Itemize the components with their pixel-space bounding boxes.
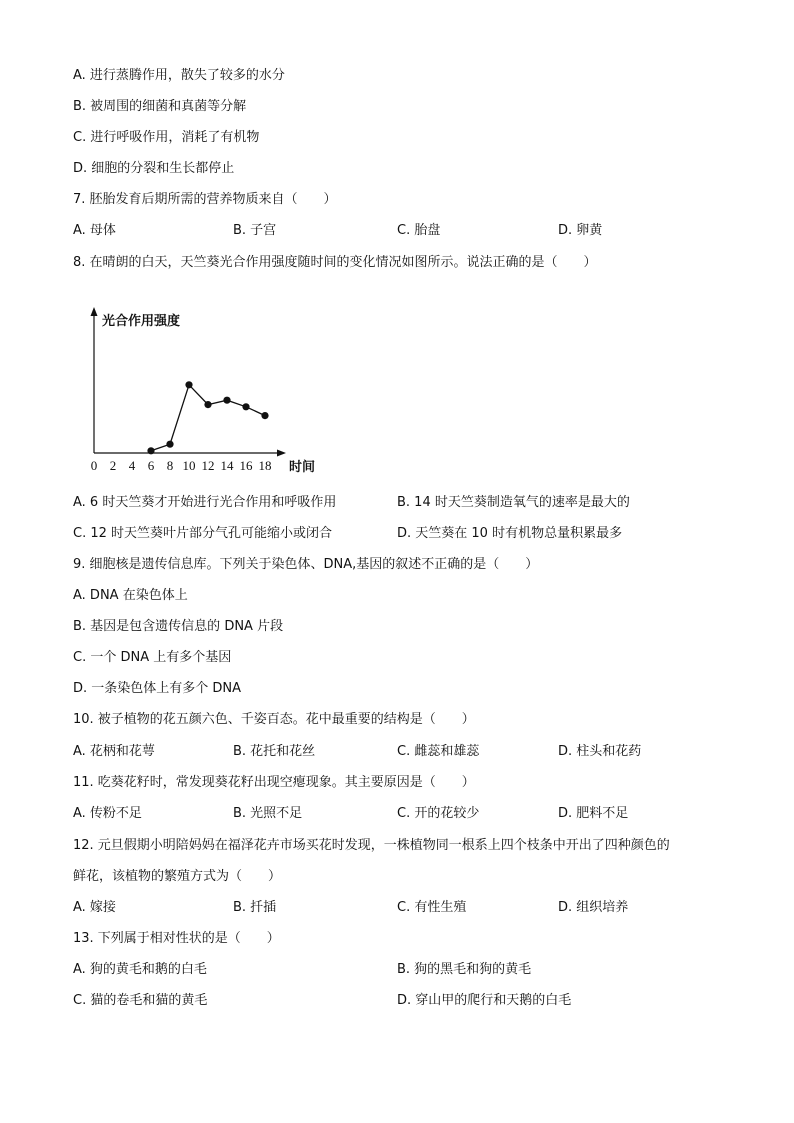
- x-tick-label: 2: [109, 458, 117, 473]
- q6-option-d: D. 细胞的分裂和生长都停止: [73, 161, 235, 176]
- x-tick-label: 0: [90, 458, 98, 473]
- q12-option-d: D. 组织培养: [558, 900, 629, 915]
- series-line: [151, 385, 265, 451]
- data-point: [147, 447, 154, 454]
- data-point: [166, 441, 173, 448]
- x-tick-label: 8: [166, 458, 174, 473]
- q13-option-b: B. 狗的黑毛和狗的黄毛: [397, 962, 532, 977]
- x-axis: [94, 450, 286, 457]
- q12-option-a: A. 嫁接: [73, 900, 116, 915]
- q8-option-d: D. 天竺葵在 10 时有机物总量积累最多: [397, 526, 623, 541]
- q7-stem: 7. 胚胎发育后期所需的营养物质来自（ ）: [73, 192, 337, 207]
- q7-option-d: D. 卵黄: [558, 223, 603, 238]
- q6-option-c: C. 进行呼吸作用，消耗了有机物: [73, 130, 260, 145]
- q9-option-b: B. 基因是包含遗传信息的 DNA 片段: [73, 619, 284, 634]
- x-tick-label: 6: [147, 458, 155, 473]
- q11-option-b: B. 光照不足: [233, 806, 303, 821]
- q11-option-d: D. 肥料不足: [558, 806, 629, 821]
- q12-option-c: C. 有性生殖: [397, 900, 467, 915]
- x-tick-label: 10: [182, 458, 196, 473]
- photosynthesis-chart: [80, 303, 340, 481]
- q9-option-c: C. 一个 DNA 上有多个基因: [73, 650, 232, 665]
- x-tick-label: 14: [220, 458, 234, 473]
- q10-option-d: D. 柱头和花药: [558, 744, 642, 759]
- q11-option-c: C. 开的花较少: [397, 806, 480, 821]
- q9-stem: 9. 细胞核是遗传信息库。下列关于染色体、DNA,基因的叙述不正确的是（ ）: [73, 557, 539, 572]
- y-axis: [91, 307, 98, 453]
- q7-option-c: C. 胎盘: [397, 223, 441, 238]
- q8-option-b: B. 14 时天竺葵制造氧气的速率是最大的: [397, 495, 630, 510]
- q13-stem: 13. 下列属于相对性状的是（ ）: [73, 931, 280, 946]
- q10-option-b: B. 花托和花丝: [233, 744, 316, 759]
- q12-option-b: B. 扦插: [233, 900, 277, 915]
- q8-option-a: A. 6 时天竺葵才开始进行光合作用和呼吸作用: [73, 495, 337, 510]
- q7-option-b: B. 子宫: [233, 223, 277, 238]
- q11-option-a: A. 传粉不足: [73, 806, 142, 821]
- x-tick-label: 16: [239, 458, 253, 473]
- data-point: [223, 397, 230, 404]
- data-point: [261, 412, 268, 419]
- y-axis-label: 光合作用强度: [102, 314, 181, 329]
- q12-stem-line1: 12. 元旦假期小明陪妈妈在福泽花卉市场买花时发现，一株植物同一根系上四个枝条中开出了四种颜色的: [73, 838, 670, 853]
- data-point: [242, 403, 249, 410]
- x-tick-label: 4: [128, 458, 136, 473]
- data-point: [185, 381, 192, 388]
- q6-option-b: B. 被周围的细菌和真菌等分解: [73, 99, 247, 114]
- q13-option-c: C. 猫的卷毛和猫的黄毛: [73, 993, 208, 1008]
- q10-option-a: A. 花柄和花萼: [73, 744, 155, 759]
- q13-option-d: D. 穿山甲的爬行和天鹅的白毛: [397, 993, 572, 1008]
- q10-stem: 10. 被子植物的花五颜六色、千姿百态。花中最重要的结构是（ ）: [73, 712, 475, 727]
- q6-option-a: A. 进行蒸腾作用，散失了较多的水分: [73, 68, 285, 83]
- q13-option-a: A. 狗的黄毛和鹅的白毛: [73, 962, 207, 977]
- q8-option-c: C. 12 时天竺葵叶片部分气孔可能缩小或闭合: [73, 526, 333, 541]
- q11-stem: 11. 吃葵花籽时，常发现葵花籽出现空瘪现象。其主要原因是（ ）: [73, 775, 475, 790]
- q10-option-c: C. 雌蕊和雄蕊: [397, 744, 480, 759]
- x-tick-label: 12: [201, 458, 215, 473]
- q12-stem-line2: 鲜花，该植物的繁殖方式为（ ）: [73, 869, 282, 884]
- q9-option-d: D. 一条染色体上有多个 DNA: [73, 681, 242, 696]
- q8-stem: 8. 在晴朗的白天，天竺葵光合作用强度随时间的变化情况如图所示。说法正确的是（ ）: [73, 255, 597, 270]
- q7-option-a: A. 母体: [73, 223, 116, 238]
- x-axis-label: 时间: [289, 460, 316, 475]
- q9-option-a: A. DNA 在染色体上: [73, 588, 188, 603]
- x-tick-label: 18: [258, 458, 272, 473]
- data-point: [204, 401, 211, 408]
